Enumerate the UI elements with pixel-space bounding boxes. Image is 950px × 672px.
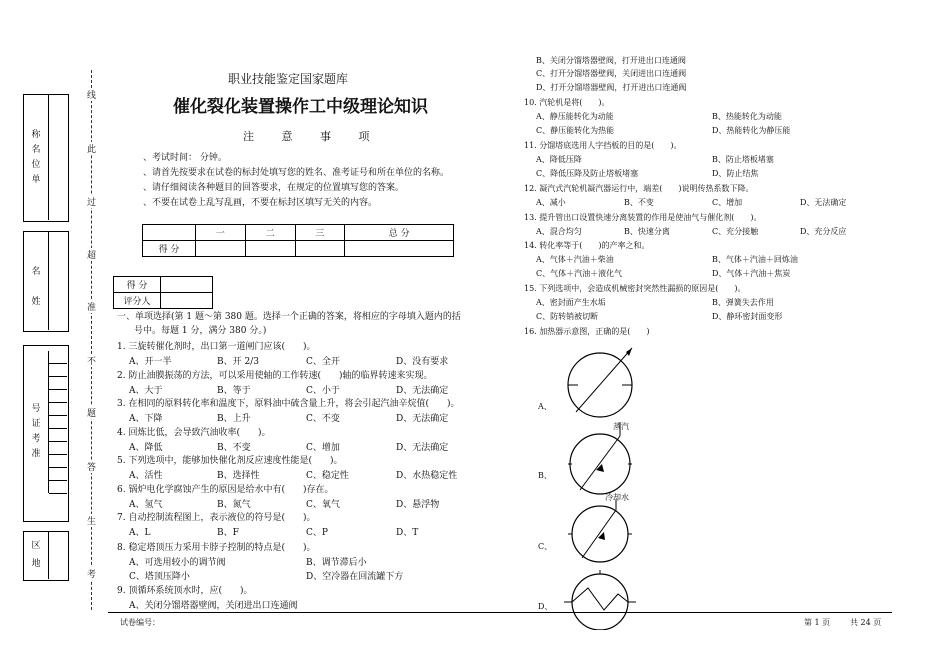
option: B、快速分离: [624, 226, 670, 236]
score-table: [142, 224, 454, 257]
option: C、小于: [306, 385, 340, 396]
cooling-water-label: 冷却水: [605, 493, 629, 502]
option: B、气体＋汽油＋回炼油: [712, 255, 798, 264]
score-cell[interactable]: [196, 241, 246, 257]
option: D、无法确定: [396, 385, 449, 396]
score-header: 三: [295, 225, 345, 241]
region-label: 区地: [31, 541, 41, 569]
question-text: 7. 自动控制流程图上，表示液位的符号是( )。: [117, 513, 316, 523]
option: C、全开: [306, 357, 340, 367]
option: B、氮气: [217, 499, 251, 510]
option: D、无法确定: [800, 198, 847, 207]
option: D、水热稳定性: [396, 471, 458, 481]
option: A、下降: [129, 414, 163, 424]
subtitle: 职业技能鉴定国家题库: [228, 72, 349, 86]
option-label: A、: [538, 402, 552, 411]
option: C、静压能转化为热能: [536, 126, 615, 135]
option: A、关闭分馏塔器壁阀，关闭进出口连通阀: [129, 601, 298, 611]
option: B、防止塔板堵塞: [712, 155, 774, 164]
cut-char: 准: [87, 300, 96, 313]
option: D、悬浮物: [396, 499, 440, 510]
option: D、防止结焦: [712, 169, 759, 178]
note-item: 、请首先按要求在试卷的标封处填写您的姓名、准考证号和所在单位的名称。: [143, 168, 450, 178]
question-text: 5. 下列选项中，能够加快催化剂反应速度性能是( )。: [117, 456, 343, 466]
grader-score-cell[interactable]: [161, 277, 213, 293]
section-intro: 一、单项选择(第 1 题～第 380 题。选择一个正确的答案，将相应的字母填入题内的括: [117, 312, 461, 322]
option: A、活性: [129, 471, 163, 481]
heater-symbol-c: [560, 496, 670, 566]
question-text: 12. 凝汽式汽轮机凝汽器运行中，端差( )说明传热系数下降。: [524, 184, 754, 193]
option: D、打开分馏塔器壁阀，打开进出口连通阀: [536, 83, 687, 92]
score-header: [143, 225, 196, 241]
option: B、选择性: [217, 471, 260, 481]
section-intro: 号中。每题 1 分，满分 380 分。): [134, 326, 267, 336]
option-label: C、: [538, 542, 553, 551]
question-text: 4. 回炼比低，会导致汽油收率( )。: [117, 427, 271, 438]
score-cell[interactable]: [295, 241, 345, 257]
question-text: 2. 防止油膜振荡的方法，可以采用使轴的工作转速( )轴的临界转速来实现。: [117, 370, 433, 381]
option: C、降低压降及防止塔板堵塞: [536, 169, 639, 178]
option: D、热能转化为静压能: [712, 126, 791, 135]
option: D、无法确定: [396, 414, 449, 424]
option: A、开一半: [129, 357, 172, 367]
option: B、关闭分馏塔器壁阀，打开进出口连通阀: [536, 56, 686, 65]
score-cell[interactable]: [345, 241, 454, 257]
option: C、P: [306, 528, 328, 538]
option: A、可选用较小的调节阀: [129, 558, 226, 568]
score-header: 一: [196, 225, 246, 241]
option: C、打开分馏塔器壁阀，关闭进出口连通阀: [536, 69, 687, 78]
option: B、F: [217, 528, 239, 538]
question-text: 8. 稳定塔顶压力采用卡脖子控制的特点是( )。: [117, 543, 316, 553]
exam-id-label: 号证考准: [31, 404, 41, 459]
option: D、空冷器在回流罐下方: [306, 572, 404, 582]
option: C、不变: [306, 414, 340, 424]
option: C、防转销被切断: [536, 312, 599, 321]
option: C、充分接触: [712, 226, 759, 236]
option-label: B、: [538, 471, 552, 480]
cut-char: 考: [87, 567, 96, 580]
score-header: 总 分: [345, 225, 454, 241]
heater-symbol-d: [560, 568, 670, 630]
option: D、T: [396, 528, 419, 538]
notice-title: 注 意 事 项: [243, 130, 382, 143]
name-box: [23, 231, 69, 332]
score-header: 二: [245, 225, 295, 241]
note-item: 、考试时间： 分钟。: [143, 153, 227, 163]
option: B、不变: [217, 442, 251, 453]
option: A、静压能转化为动能: [536, 112, 614, 121]
option: B、热能转化为动能: [712, 112, 782, 121]
cut-char: 线: [87, 88, 96, 101]
question-text: 6. 锅炉电化学腐蚀产生的原因是给水中有( )存在。: [117, 484, 334, 495]
note-item: 、请仔细阅读各种题目的回答要求，在规定的位置填写您的答案。: [143, 183, 405, 193]
steam-label: 蒸汽: [613, 422, 629, 431]
grader-name-label: 评分人: [114, 293, 161, 309]
grader-table: [113, 276, 213, 309]
footer-rule: [108, 612, 892, 613]
option: A、混合均匀: [536, 226, 582, 236]
option: C、塔顶压降小: [129, 572, 190, 582]
name-label: 名姓: [31, 267, 41, 307]
cut-char: 答: [87, 460, 96, 473]
total-pages: 共 24 页: [850, 618, 882, 627]
option: D、无法确定: [396, 442, 449, 453]
option: A、减小: [536, 198, 566, 207]
option: C、氧气: [306, 499, 340, 510]
question-text: 11. 分馏塔底选用人字挡板的目的是( )。: [524, 141, 682, 150]
question-text: 13. 提升管出口设置快速分离装置的作用是使油气与催化剂( )。: [524, 212, 762, 222]
option: C、气体＋汽油＋液化气: [536, 269, 623, 278]
option: C、增加: [306, 442, 340, 453]
page-number: 第 1 页: [804, 618, 831, 627]
cut-char: 过: [87, 195, 96, 208]
option: B、上升: [217, 414, 251, 424]
paper-number-label: 试卷编号：: [120, 618, 160, 627]
score-cell[interactable]: [245, 241, 295, 257]
question-text: 10. 汽轮机是将( )。: [524, 98, 610, 107]
question-text: 1. 三旋转催化剂时，出口第一道闸门应该( )。: [117, 342, 316, 352]
name-divider: [48, 231, 49, 330]
score-row-label: 得 分: [143, 241, 196, 257]
exam-id-grid: [48, 351, 67, 493]
option: A、降低压降: [536, 155, 582, 164]
option: A、氢气: [129, 499, 163, 510]
cut-char: 超: [87, 248, 96, 261]
cut-char: 不: [87, 354, 96, 367]
unit-name-divider: [48, 94, 49, 220]
grader-name-cell[interactable]: [161, 293, 213, 309]
option: D、没有要求: [396, 357, 449, 367]
option: C、稳定性: [306, 471, 349, 481]
cut-char: 生: [87, 514, 96, 527]
option: A、气体＋汽油＋柴油: [536, 255, 614, 264]
grader-score-label: 得 分: [114, 277, 161, 293]
option: A、密封面产生水垢: [536, 298, 606, 307]
option: B、弹簧失去作用: [712, 298, 774, 307]
question-text: 9. 顶循环系统顶水时，应( )。: [117, 586, 253, 596]
note-item: 、不要在试卷上乱写乱画，不要在标封区填写无关的内容。: [143, 198, 378, 208]
unit-name-label: 称名位单: [31, 130, 41, 185]
page-title: 催化裂化装置操作工中级理论知识: [173, 97, 428, 117]
region-divider: [48, 531, 49, 579]
option: D、充分反应: [800, 226, 847, 236]
option: B、等于: [217, 385, 251, 396]
heater-symbol-a: [560, 342, 670, 422]
option: A、L: [129, 528, 151, 538]
option-label: D、: [538, 602, 553, 611]
cut-char: 题: [87, 406, 96, 419]
option: C、增加: [712, 198, 743, 207]
option: B、不变: [624, 198, 654, 207]
option: D、静环密封面变形: [712, 312, 783, 321]
question-text: 3. 在相同的原料转化率和温度下，原料油中硫含量上升，将会引起汽油辛烷值( )。: [117, 399, 460, 409]
question-text: 15. 下列选项中，会造成机械密封突然性漏损的原因是( )。: [524, 284, 746, 293]
option: A、降低: [129, 442, 163, 453]
option: A、大于: [129, 385, 163, 396]
question-text: 14. 转化率等于( )的产率之和。: [524, 241, 650, 250]
option: D、气体＋汽油＋焦炭: [712, 269, 791, 278]
cut-char: 此: [87, 142, 96, 155]
option: B、开 2/3: [217, 357, 259, 367]
region-box: [23, 531, 69, 581]
unit-name-box: [23, 94, 69, 222]
option: B、调节滞后小: [306, 558, 367, 568]
question-text: 16. 加热器示意图，正确的是( ): [524, 327, 650, 336]
